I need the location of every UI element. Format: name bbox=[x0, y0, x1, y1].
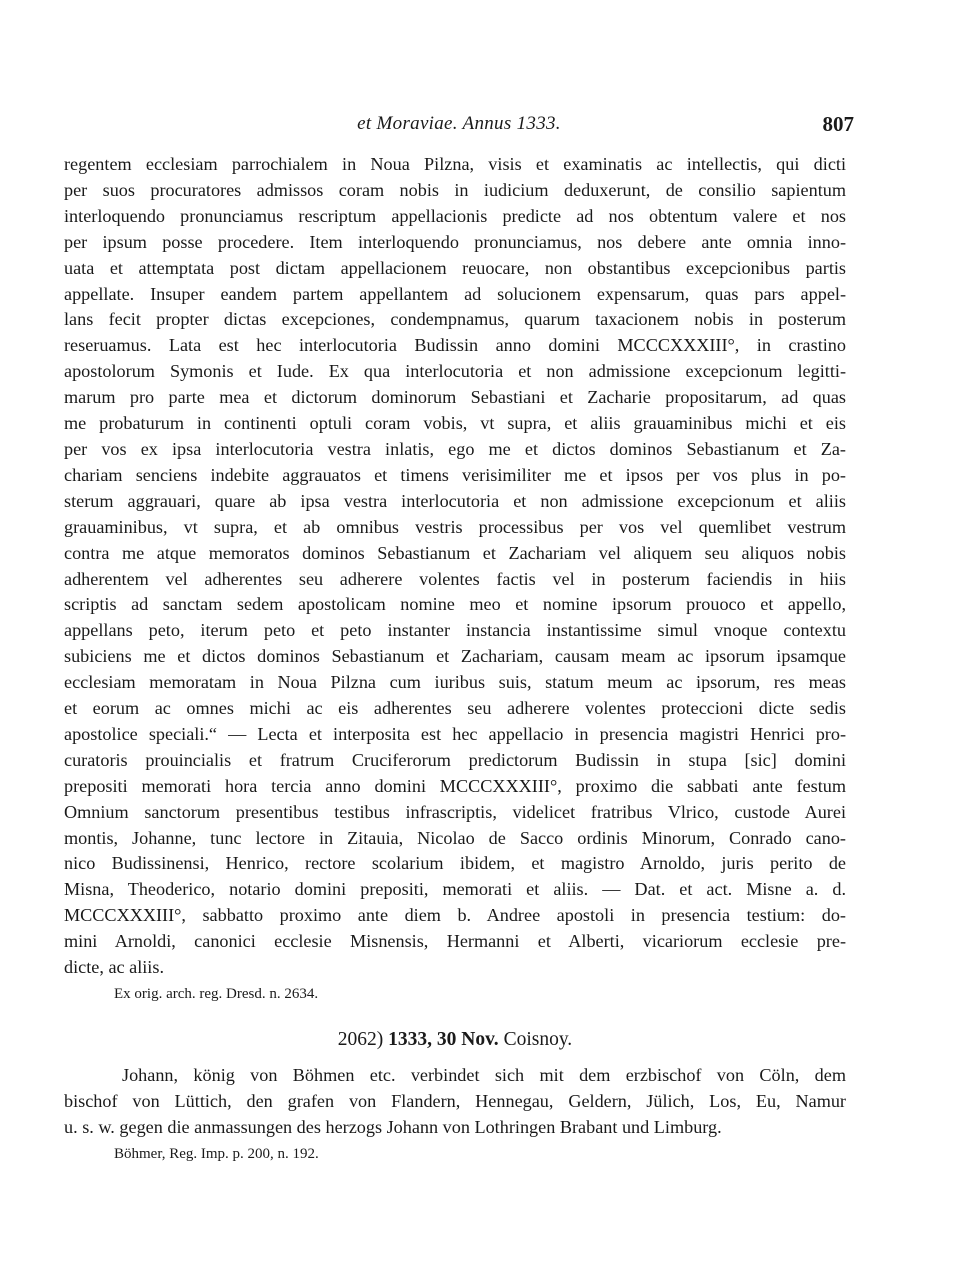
text-line: montis, Johanne, tunc lectore in Zitauia, Nicolao de Sacco ordinis Minorum, Conrado cano- bbox=[64, 827, 846, 848]
entry-date: 1333, 30 Nov. bbox=[388, 1029, 499, 1050]
text-line: interloquendo pronunciamus rescriptum appellacionis predicte ad nos obtentum valere et nos bbox=[64, 205, 846, 226]
text-line: nico Budissinensi, Henrico, rectore scolarium ibidem, et magistro Arnoldo, juris perito de bbox=[64, 853, 846, 874]
entry-place: Coisnoy. bbox=[503, 1029, 573, 1050]
text-line: subiciens me et dictos dominos Sebastianum et Zachariam, causam meam ac ipsorum ipsamque bbox=[64, 646, 846, 667]
text-line: per suos procuratores admissos coram nobis in iudicium deduxerunt, de consilio sapientum bbox=[64, 179, 846, 200]
text-line: Johann, könig von Böhmen etc. verbindet sich mit dem erzbischof von Cöln, dem bbox=[122, 1064, 846, 1085]
text-line: regentem ecclesiam parrochialem in Noua Pilzna, visis et examinatis ac intellectis, qui dicti bbox=[64, 154, 846, 174]
text-line: apostolorum Symonis et Iude. Ex qua interlocutoria et non admissione excepcionum legitti- bbox=[64, 361, 846, 382]
text-line: appellans peto, iterum peto et peto instanter instancia instantissime simul vnoque contextu bbox=[64, 620, 846, 641]
text-line: Misna, Theoderico, notario domini prepositi, memorati et aliis. — Dat. et act. Misne a. d. bbox=[64, 879, 846, 900]
text-line: appellate. Insuper eandem partem appellantem ad solucionem expensarum, quas pars appel- bbox=[64, 283, 846, 304]
text-line: et eorum ac omnes michi ac eis adherentes seu adherere volentes proteccioni dicte sedis bbox=[64, 698, 846, 719]
text-line: apostolice speciali.“ — Lecta et interposita est hec appellacio in presencia magistri Henrici pro- bbox=[64, 723, 846, 744]
entry-2062-heading bbox=[64, 1027, 846, 1053]
page-header bbox=[64, 113, 854, 141]
text-line: contra me atque memoratos dominos Sebastianum et Zachariam vel aliquem seu aliquos nobis bbox=[64, 542, 846, 563]
text-line: ecclesiam memoratam in Noua Pilzna cum iuribus suis, statum meum ac ipsorum, res meas bbox=[64, 672, 846, 693]
entry-2061-source: Ex orig. arch. reg. Dresd. n. 2634. bbox=[114, 986, 319, 1002]
text-line: me probaturum in continenti optuli coram vobis, vt supra, et aliis grauaminibus michi et eis bbox=[64, 413, 846, 434]
entry-2062-source: Böhmer, Reg. Imp. p. 200, n. 192. bbox=[114, 1145, 319, 1162]
text-line: marum pro parte mea et dictorum dominorum Sebastiani et Zacharie propositarum, ad quas bbox=[64, 387, 846, 408]
text-line: u. s. w. gegen die anmassungen des herzogs Johann von Lothringen Brabant und Limburg. bbox=[64, 1116, 722, 1137]
page-body bbox=[64, 152, 846, 1165]
page-number: 807 bbox=[822, 112, 854, 136]
running-title: et Moraviae. Annus 1333. bbox=[357, 113, 561, 134]
text-line: reseruamus. Lata est hec interlocutoria Budissin anno domini MCCCXXXIII°, in crastino bbox=[64, 335, 846, 356]
text-line: chariam senciens indebite aggrauatos et timens verisimiliter me et ipsos per vos plus in po- bbox=[64, 464, 846, 485]
text-line: bischof von Lüttich, den grafen von Flandern, Hennegau, Geldern, Jülich, Los, Eu, Namur bbox=[64, 1090, 846, 1111]
text-line: grauaminibus, vt supra, et ab omnibus vestris processibus per vos vel quemlibet vestrum bbox=[64, 516, 846, 537]
entry-2061-text bbox=[64, 152, 846, 981]
entry-2062-text bbox=[64, 1063, 846, 1141]
entry-number: 2062) bbox=[337, 1029, 384, 1050]
text-line: Omnium sanctorum presentibus testibus infrascriptis, videlicet fratribus Vlrico, custode Aurei bbox=[64, 801, 846, 822]
text-line: dicte, ac aliis. bbox=[64, 957, 164, 978]
text-line: mini Arnoldi, canonici ecclesie Misnensis, Hermanni et Alberti, vicariorum ecclesie pre- bbox=[64, 931, 846, 952]
text-line: prepositi memorati hora tercia anno domini MCCCXXXIII°, proximo die sabbati ante festum bbox=[64, 775, 846, 796]
text-line: sterum aggrauari, quare ab ipsa vestra interlocutoria et non admissione excepcionum et aliis bbox=[64, 490, 846, 511]
text-line: scriptis ad sanctam sedem apostolicam nomine meo et nomine ipsorum prouoco et appello, bbox=[64, 594, 846, 615]
text-line: MCCCXXXIII°, sabbatto proximo ante diem b. Andree apostoli in presencia testium: do- bbox=[64, 905, 846, 926]
text-line: adherentem vel adherentes seu adherere volentes factis vel in posterum faciendis in hiis bbox=[64, 568, 846, 589]
text-line: lans fecit propter dictas excepciones, condempnamus, quarum taxacionem nobis in posterum bbox=[64, 309, 846, 330]
text-line: per ipsum posse procedere. Item interloquendo pronunciamus, nos debere ante omnia inno- bbox=[64, 231, 846, 252]
text-line: uata et attemptata post dictam appellacionem reuocare, non obstantibus excepcionibus partis bbox=[64, 257, 846, 278]
text-line: per vos ex ipsa interlocutoria vestra inlatis, ego me et dictos dominos Sebastianum et Za- bbox=[64, 438, 846, 459]
text-line: curatoris prouincialis et fratrum Cruciferorum predictorum Budissin in stupa [sic] domini bbox=[64, 749, 846, 770]
